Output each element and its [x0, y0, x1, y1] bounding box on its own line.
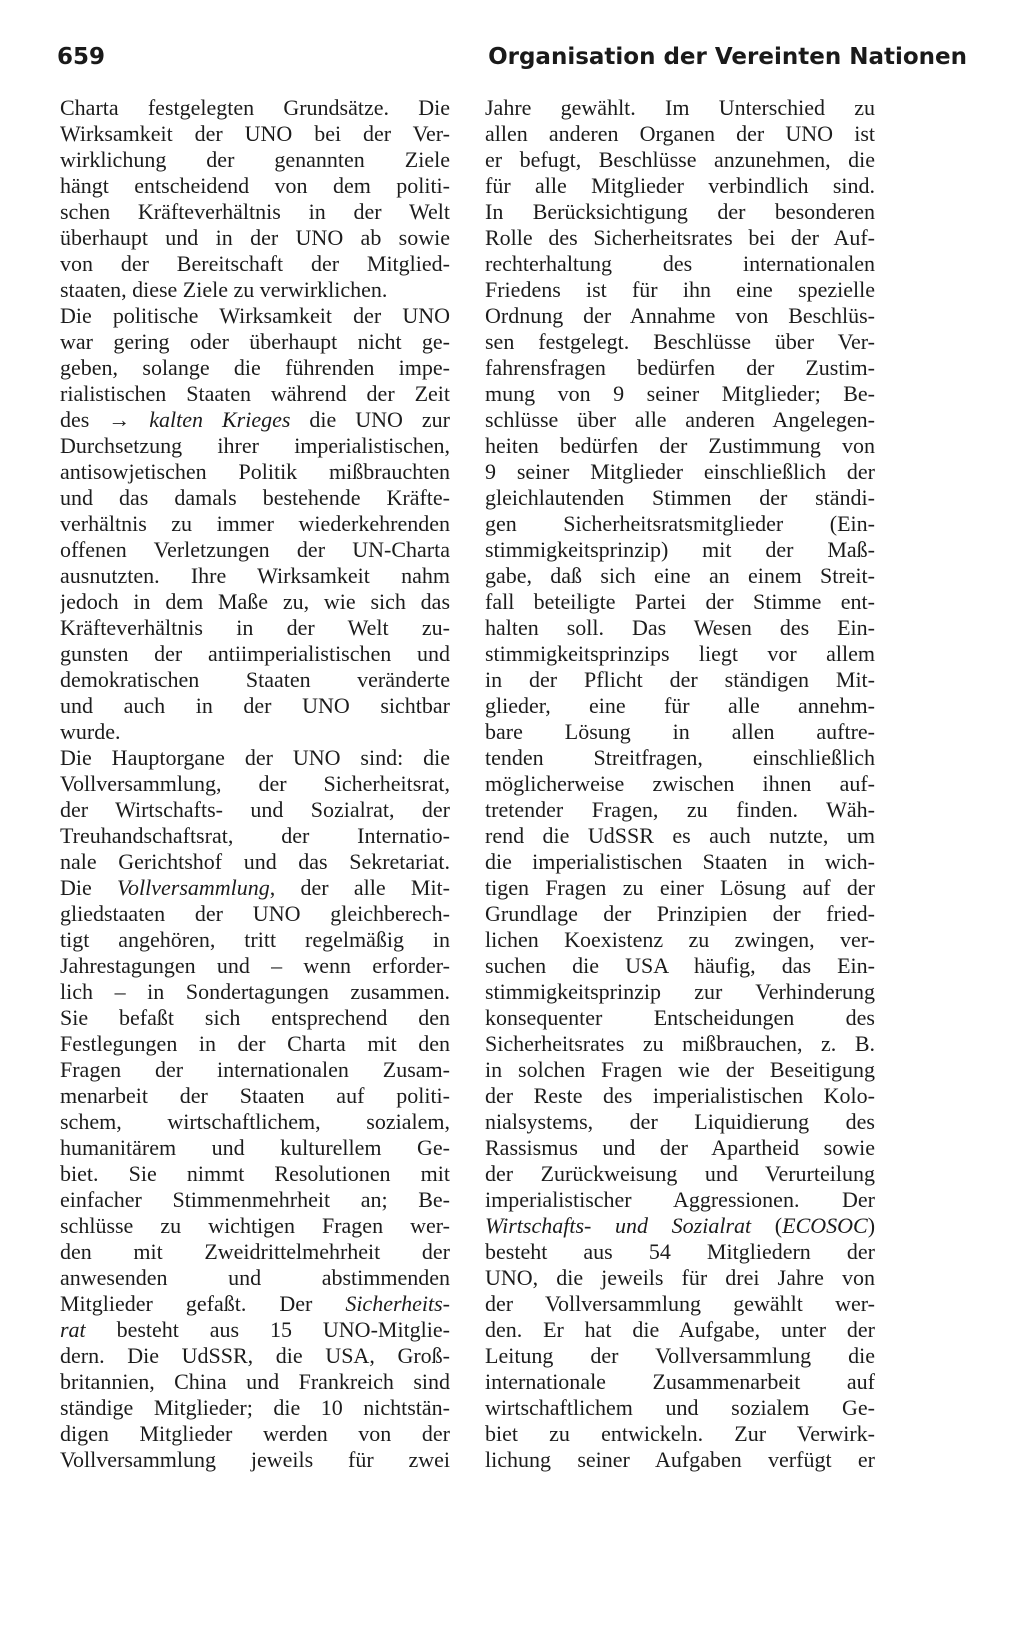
text-line: den mit Zweidrittelmehrheit der	[60, 1239, 450, 1264]
text-line: rialistischen Staaten während der Zeit	[60, 381, 450, 406]
text-line: gunsten der antiimperialistischen und	[60, 641, 450, 666]
text-line: möglicherweise zwischen ihnen auf-	[485, 771, 875, 796]
page-header	[57, 40, 967, 76]
text-line: tigt angehören, tritt regelmäßig in	[60, 927, 450, 952]
text-line: in der Pflicht der ständigen Mit-	[485, 667, 875, 692]
page-number: 659	[57, 44, 106, 70]
italic-term: Wirtschafts- und Sozialrat	[485, 1213, 752, 1238]
text-line: biet zu entwickeln. Zur Verwirk-	[485, 1421, 875, 1446]
text-line: in solchen Fragen wie der Beseitigung	[485, 1057, 875, 1082]
text-line: verhältnis zu immer wiederkehrenden	[60, 511, 450, 536]
text-line: Sicherheitsrates zu mißbrauchen, z. B.	[485, 1031, 875, 1056]
italic-term: kalten Krieges	[149, 407, 291, 432]
text-line: nialsystems, der Liquidierung des	[485, 1109, 875, 1134]
text-line: jedoch in dem Maße zu, wie sich das	[60, 589, 450, 614]
text-line: In Berücksichtigung der besonderen	[485, 199, 875, 224]
text-line: er befugt, Beschlüsse anzunehmen, die	[485, 147, 875, 172]
text-line	[60, 1291, 450, 1317]
text-fragment: des →	[60, 407, 150, 432]
text-line: überhaupt und in der UNO ab sowie	[60, 225, 450, 250]
text-line: gabe, daß sich eine an einem Streit-	[485, 563, 875, 588]
text-line: wirklichung der genannten Ziele	[60, 147, 450, 172]
italic-term: Vollversammlung	[117, 875, 270, 900]
text-line: 9 seiner Mitglieder einschließlich der	[485, 459, 875, 484]
text-line: Rolle des Sicherheitsrates bei der Auf-	[485, 225, 875, 250]
text-line: Ordnung der Annahme von Beschlüs-	[485, 303, 875, 328]
text-line: Festlegungen in der Charta mit den	[60, 1031, 450, 1056]
text-line: stimmigkeitsprinzip zur Verhinderung	[485, 979, 875, 1004]
text-line: Die Hauptorgane der UNO sind: die	[60, 745, 450, 770]
text-line	[60, 407, 450, 433]
text-line: Sie befaßt sich entsprechend den	[60, 1005, 450, 1030]
text-line: internationale Zusammenarbeit auf	[485, 1369, 875, 1394]
running-head-title: Organisation der Vereinten Nationen	[488, 44, 967, 70]
text-line: der Reste des imperialistischen Kolo-	[485, 1083, 875, 1108]
text-column-right	[485, 95, 875, 1473]
text-line: schlüsse zu wichtigen Fragen wer-	[60, 1213, 450, 1238]
text-line: schen Kräfteverhältnis in der Welt	[60, 199, 450, 224]
text-fragment: , der alle Mit-	[269, 875, 450, 900]
text-line: glieder, eine für alle annehm-	[485, 693, 875, 718]
text-line: der Vollversammlung gewählt wer-	[485, 1291, 875, 1316]
text-line	[485, 1213, 875, 1239]
text-fragment: besteht aus 15 UNO-Mitglie-	[85, 1317, 450, 1342]
text-line: stimmigkeitsprinzip) mit der Maß-	[485, 537, 875, 562]
text-line: Friedens ist für ihn eine spezielle	[485, 277, 875, 302]
text-line: biet. Sie nimmt Resolutionen mit	[60, 1161, 450, 1186]
text-line: stimmigkeitsprinzips liegt vor allem	[485, 641, 875, 666]
text-line: lichen Koexistenz zu zwingen, ver-	[485, 927, 875, 952]
text-line: wurde.	[60, 719, 121, 744]
text-line: halten soll. Das Wesen des Ein-	[485, 615, 875, 640]
text-column-left	[60, 95, 450, 1473]
text-line: anwesenden und abstimmenden	[60, 1265, 450, 1290]
text-line: dern. Die UdSSR, die USA, Groß-	[60, 1343, 450, 1368]
text-line: staaten, diese Ziele zu verwirklichen.	[60, 277, 388, 302]
text-line: für alle Mitglieder verbindlich sind.	[485, 173, 875, 198]
text-line: Vollversammlung, der Sicherheitsrat,	[60, 771, 450, 796]
text-line: der Wirtschafts- und Sozialrat, der	[60, 797, 450, 822]
text-fragment: )	[867, 1213, 875, 1238]
text-line: mung von 9 seiner Mitglieder; Be-	[485, 381, 875, 406]
text-line: Kräfteverhältnis in der Welt zu-	[60, 615, 450, 640]
text-line: einfacher Stimmenmehrheit an; Be-	[60, 1187, 450, 1212]
text-line: menarbeit der Staaten auf politi-	[60, 1083, 450, 1108]
text-line: Durchsetzung ihrer imperialistischen,	[60, 433, 450, 458]
text-line: Treuhandschaftsrat, der Internatio-	[60, 823, 450, 848]
text-fragment: (	[751, 1213, 783, 1238]
text-line: Leitung der Vollversammlung die	[485, 1343, 875, 1368]
text-line: nale Gerichtshof und das Sekretariat.	[60, 849, 450, 874]
text-fragment: Mitglieder gefaßt. Der	[60, 1291, 346, 1316]
text-line: gliedstaaten der UNO gleichberech-	[60, 901, 450, 926]
text-fragment: Die	[60, 875, 118, 900]
text-fragment: die UNO zur	[290, 407, 450, 432]
text-line: von der Bereitschaft der Mitglied-	[60, 251, 450, 276]
text-line: Wirksamkeit der UNO bei der Ver-	[60, 121, 450, 146]
text-line: humanitärem und kulturellem Ge-	[60, 1135, 450, 1160]
text-line: gen Sicherheitsratsmitglieder (Ein-	[485, 511, 875, 536]
text-line: lichung seiner Aufgaben verfügt er	[485, 1447, 875, 1472]
text-line: tretender Fragen, zu finden. Wäh-	[485, 797, 875, 822]
text-line: bare Lösung in allen auftre-	[485, 719, 875, 744]
text-line: und auch in der UNO sichtbar	[60, 693, 450, 718]
text-line: offenen Verletzungen der UN-Charta	[60, 537, 450, 562]
text-line: heiten bedürfen der Zustimmung von	[485, 433, 875, 458]
text-line: gleichlautenden Stimmen der ständi-	[485, 485, 875, 510]
text-line: schem, wirtschaftlichem, sozialem,	[60, 1109, 450, 1134]
text-line: imperialistischer Aggressionen. Der	[485, 1187, 875, 1212]
text-line: fahrensfragen bedürfen der Zustim-	[485, 355, 875, 380]
text-line: Vollversammlung jeweils für zwei	[60, 1447, 450, 1472]
text-line: Fragen der internationalen Zusam-	[60, 1057, 450, 1082]
text-line: den. Er hat die Aufgabe, unter der	[485, 1317, 875, 1342]
text-line: ausnutzten. Ihre Wirksamkeit nahm	[60, 563, 450, 588]
text-line: digen Mitglieder werden von der	[60, 1421, 450, 1446]
text-line: schlüsse über alle anderen Angelegen-	[485, 407, 875, 432]
text-line: fall beteiligte Partei der Stimme ent-	[485, 589, 875, 614]
text-line: antisowjetischen Politik mißbrauchten	[60, 459, 450, 484]
text-line: Jahre gewählt. Im Unterschied zu	[485, 95, 875, 120]
text-line: tigen Fragen zu einer Lösung auf der	[485, 875, 875, 900]
text-line: geben, solange die führenden impe-	[60, 355, 450, 380]
text-line: rend die UdSSR es auch nutzte, um	[485, 823, 875, 848]
text-line: britannien, China und Frankreich sind	[60, 1369, 450, 1394]
text-line: die imperialistischen Staaten in wich-	[485, 849, 875, 874]
text-line: hängt entscheidend von dem politi-	[60, 173, 450, 198]
text-line: Jahrestagungen und – wenn erforder-	[60, 953, 450, 978]
text-line: UNO, die jeweils für drei Jahre von	[485, 1265, 875, 1290]
text-line: wirtschaftlichem und sozialem Ge-	[485, 1395, 875, 1420]
text-line	[60, 875, 450, 901]
text-line: sen festgelegt. Beschlüsse über Ver-	[485, 329, 875, 354]
text-line: suchen die USA häufig, das Ein-	[485, 953, 875, 978]
text-line: und das damals bestehende Kräfte-	[60, 485, 450, 510]
text-line: allen anderen Organen der UNO ist	[485, 121, 875, 146]
italic-term: Sicherheits-	[345, 1291, 450, 1316]
text-line: demokratischen Staaten veränderte	[60, 667, 450, 692]
text-line: war gering oder überhaupt nicht ge-	[60, 329, 450, 354]
text-line: tenden Streitfragen, einschließlich	[485, 745, 875, 770]
text-line: ständige Mitglieder; die 10 nichtstän-	[60, 1395, 450, 1420]
text-line: konsequenter Entscheidungen des	[485, 1005, 875, 1030]
italic-term: rat	[60, 1317, 86, 1342]
text-line: Grundlage der Prinzipien der fried-	[485, 901, 875, 926]
text-line	[60, 1317, 450, 1343]
text-line: besteht aus 54 Mitgliedern der	[485, 1239, 875, 1264]
italic-term: ECOSOC	[782, 1213, 868, 1238]
text-line: der Zurückweisung und Verurteilung	[485, 1161, 875, 1186]
text-line: Rassismus und der Apartheid sowie	[485, 1135, 875, 1160]
text-line: lich – in Sondertagungen zusammen.	[60, 979, 450, 1004]
text-line: Charta festgelegten Grundsätze. Die	[60, 95, 450, 120]
text-line: Die politische Wirksamkeit der UNO	[60, 303, 450, 328]
text-line: rechterhaltung des internationalen	[485, 251, 875, 276]
